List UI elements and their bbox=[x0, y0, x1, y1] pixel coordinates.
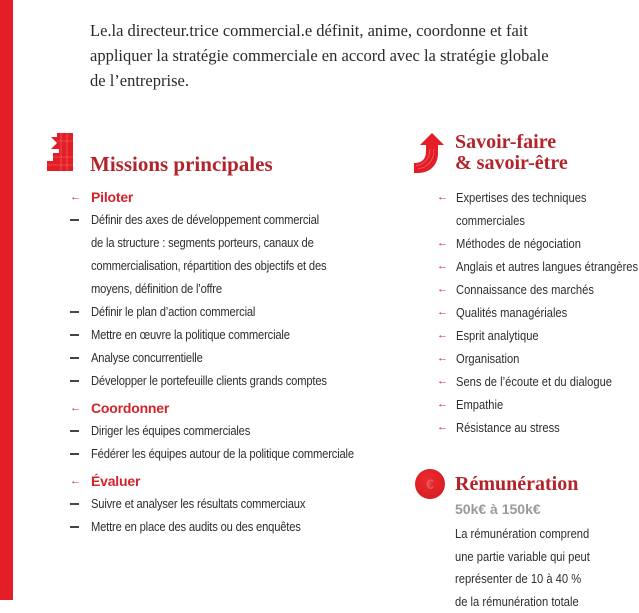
euro-glyph: € bbox=[415, 469, 445, 499]
list-item-text: commerciales bbox=[456, 209, 525, 232]
dash-bullet-icon bbox=[70, 208, 84, 221]
list-item bbox=[437, 232, 639, 255]
list-item-text: Mettre en œuvre la politique commerciale bbox=[91, 323, 290, 346]
description-line: La rémunération comprend bbox=[455, 523, 618, 546]
arrow-bullet-icon: ← bbox=[437, 347, 448, 370]
list-item-text: Développer le portefeuille clients grands comptes bbox=[91, 369, 327, 392]
list-item bbox=[70, 300, 390, 323]
remuneration-title: Rémunération bbox=[455, 473, 578, 496]
dash-bullet-icon bbox=[70, 369, 84, 382]
list-item-text: Piloter bbox=[91, 186, 133, 208]
list-item-text: Diriger les équipes commerciales bbox=[91, 419, 250, 442]
list-item-text: Analyse concurrentielle bbox=[91, 346, 203, 369]
arrow-bullet-icon: ← bbox=[70, 470, 84, 492]
missions-title: Missions principales bbox=[90, 152, 273, 177]
list-item-text: Connaissance des marchés bbox=[456, 278, 594, 301]
list-item-text: Empathie bbox=[456, 393, 503, 416]
dash-bullet-icon bbox=[70, 323, 84, 336]
arrow-bullet-icon: ← bbox=[437, 324, 448, 347]
list-item-text: Résistance au stress bbox=[456, 416, 560, 439]
intro-paragraph bbox=[90, 18, 570, 93]
curved-arrow-up-icon bbox=[414, 133, 444, 173]
list-item bbox=[437, 347, 639, 370]
arrow-bullet-icon: ← bbox=[437, 186, 448, 209]
list-item bbox=[70, 346, 390, 369]
arrow-bullet-icon: ← bbox=[437, 393, 448, 416]
list-item-continuation bbox=[437, 209, 639, 232]
list-item bbox=[70, 515, 390, 538]
list-item bbox=[437, 186, 639, 209]
list-item-text: de la structure : segments porteurs, canaux de bbox=[91, 231, 314, 254]
list-item bbox=[437, 255, 639, 278]
intro-line: appliquer la stratégie commerciale en accord avec la stratégie globale bbox=[90, 43, 570, 68]
staircase-flag-icon bbox=[47, 133, 73, 171]
savoir-title-line: & savoir-être bbox=[455, 153, 568, 174]
list-item-text: Méthodes de négociation bbox=[456, 232, 581, 255]
arrow-bullet-icon: ← bbox=[437, 232, 448, 255]
arrow-bullet-icon: ← bbox=[437, 370, 448, 393]
list-item bbox=[437, 324, 639, 347]
description-line: une partie variable qui peut bbox=[455, 546, 618, 569]
list-item-continuation bbox=[70, 231, 390, 254]
list-item bbox=[437, 301, 639, 324]
list-item-text: Organisation bbox=[456, 347, 519, 370]
description-line: de la rémunération totale bbox=[455, 591, 618, 613]
list-item-text: Expertises des techniques bbox=[456, 186, 587, 209]
list-item bbox=[70, 208, 390, 231]
intro-line: Le.la directeur.trice commercial.e définit, anime, coordonne et fait bbox=[90, 18, 570, 43]
list-item bbox=[437, 370, 639, 393]
list-item bbox=[437, 416, 639, 439]
list-item-text: Définir le plan d’action commercial bbox=[91, 300, 255, 323]
mission-category bbox=[70, 186, 390, 208]
list-item bbox=[70, 492, 390, 515]
list-item bbox=[70, 442, 390, 465]
arrow-bullet-icon: ← bbox=[70, 397, 84, 419]
dash-bullet-icon bbox=[70, 515, 84, 528]
list-item bbox=[437, 278, 639, 301]
intro-line: de l’entreprise. bbox=[90, 68, 570, 93]
list-item-text: Qualités managériales bbox=[456, 301, 567, 324]
list-item-text: Définir des axes de développement commercial bbox=[91, 208, 319, 231]
list-item-text: Suivre et analyser les résultats commerciaux bbox=[91, 492, 305, 515]
left-accent-bar bbox=[0, 0, 13, 600]
arrow-bullet-icon: ← bbox=[437, 416, 448, 439]
salary-range: 50k€ à 150k€ bbox=[455, 501, 541, 517]
list-item-text: Sens de l’écoute et du dialogue bbox=[456, 370, 612, 393]
list-item-text: commercialisation, répartition des objectifs et des bbox=[91, 254, 326, 277]
list-item-text: Esprit analytique bbox=[456, 324, 539, 347]
arrow-bullet-icon: ← bbox=[70, 186, 84, 208]
list-item-text: Fédérer les équipes autour de la politique commerciale bbox=[91, 442, 354, 465]
dash-bullet-icon bbox=[70, 346, 84, 359]
arrow-bullet-icon: ← bbox=[437, 301, 448, 324]
dash-bullet-icon bbox=[70, 300, 84, 313]
mission-category bbox=[70, 397, 390, 419]
savoir-title-line: Savoir-faire bbox=[455, 132, 568, 153]
dash-bullet-icon bbox=[70, 419, 84, 432]
missions-list bbox=[70, 186, 390, 538]
list-item-text: moyens, définition de l’offre bbox=[91, 277, 222, 300]
arrow-bullet-icon: ← bbox=[437, 255, 448, 278]
arrow-bullet-icon: ← bbox=[437, 278, 448, 301]
list-item bbox=[70, 369, 390, 392]
list-item-text: Mettre en place des audits ou des enquêtes bbox=[91, 515, 301, 538]
list-item bbox=[70, 323, 390, 346]
dash-bullet-icon bbox=[70, 442, 84, 455]
euro-coin-icon bbox=[415, 469, 445, 499]
list-item-text: Anglais et autres langues étrangères bbox=[456, 255, 638, 278]
list-item bbox=[70, 419, 390, 442]
savoir-title bbox=[455, 132, 568, 174]
description-line: représenter de 10 à 40 % bbox=[455, 568, 618, 591]
list-item-text: Évaluer bbox=[91, 470, 140, 492]
mission-category bbox=[70, 470, 390, 492]
savoir-list bbox=[437, 186, 639, 439]
list-item bbox=[437, 393, 639, 416]
list-item-continuation bbox=[70, 277, 390, 300]
dash-bullet-icon bbox=[70, 492, 84, 505]
list-item-text: Coordonner bbox=[91, 397, 169, 419]
list-item-continuation bbox=[70, 254, 390, 277]
